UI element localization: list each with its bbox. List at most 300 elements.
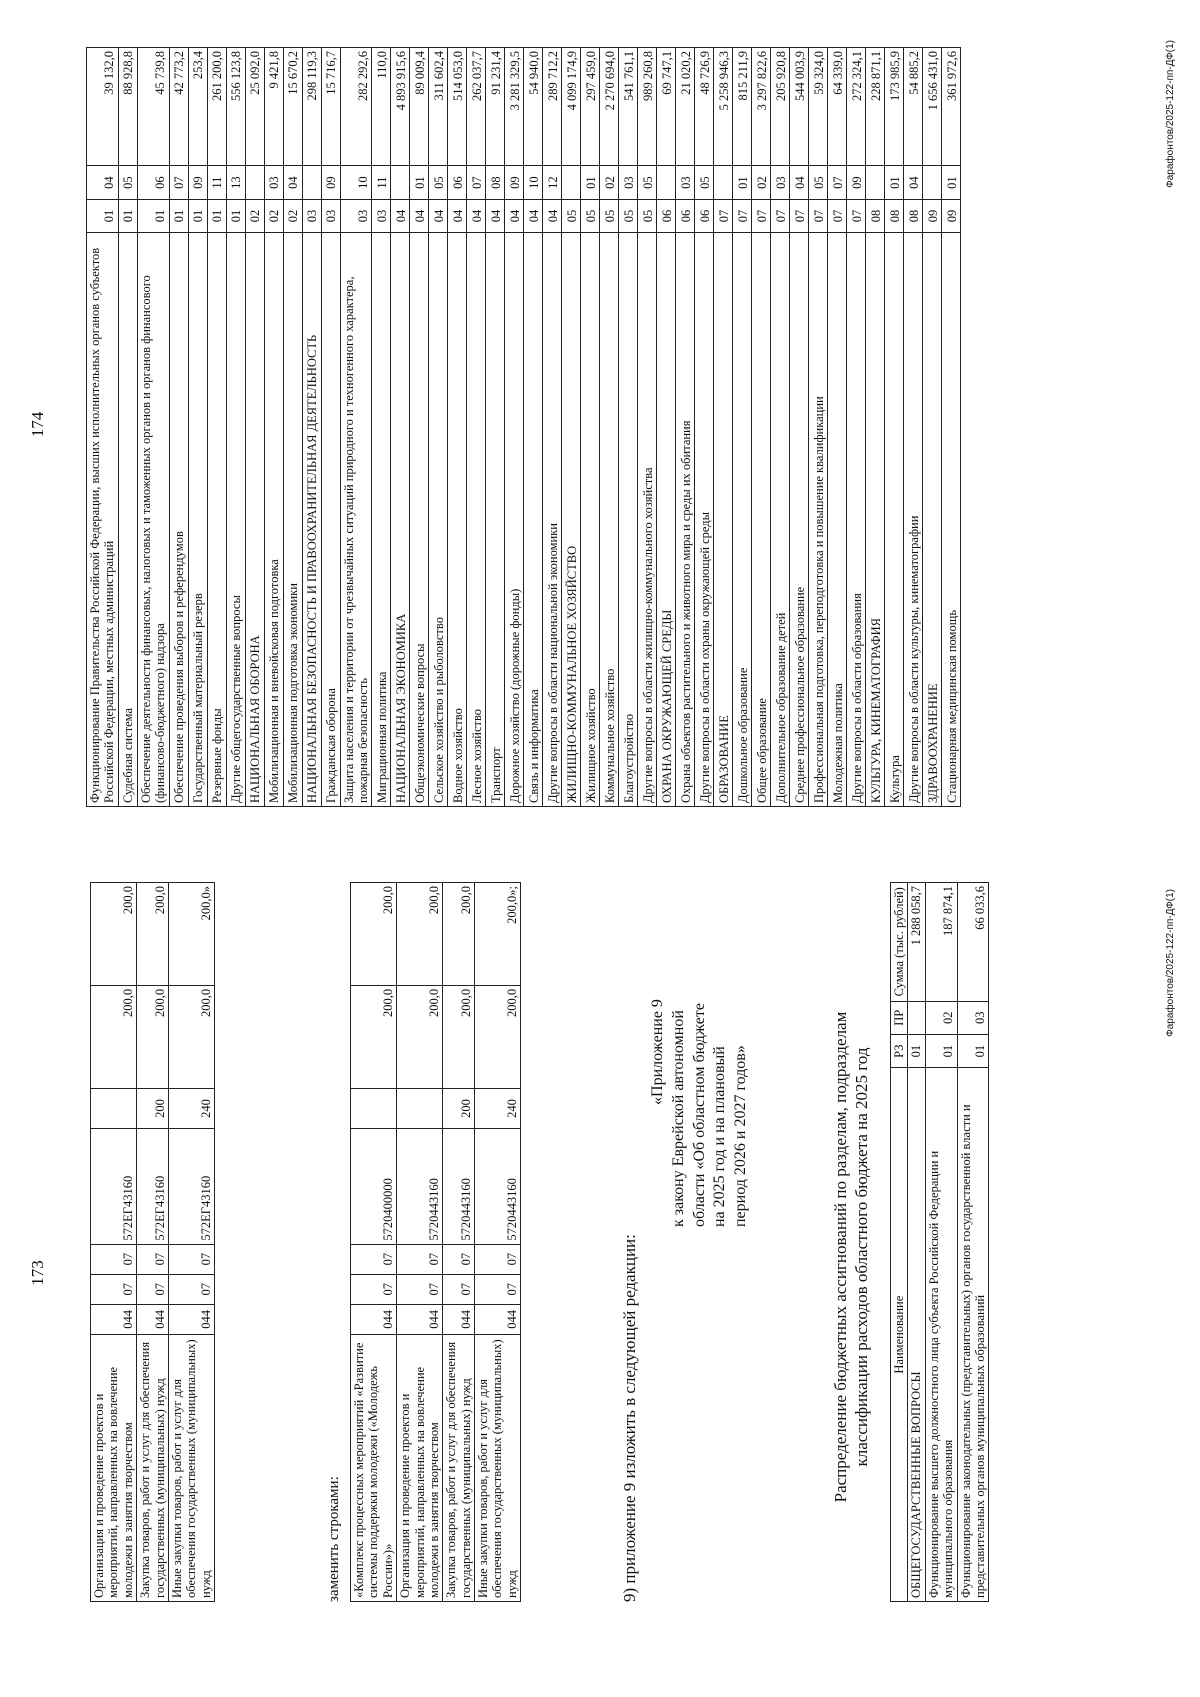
row-pr xyxy=(302,166,321,199)
table-row xyxy=(904,48,923,807)
row-rz: 01 xyxy=(137,199,169,232)
row-sum: 42 773,2 xyxy=(169,48,188,166)
row-pr: 07 xyxy=(168,1244,214,1274)
row-pr: 09 xyxy=(188,166,207,199)
row-sum: 66 033,6 xyxy=(957,883,989,1002)
table-row xyxy=(752,48,771,807)
row-pr: 04 xyxy=(87,166,119,199)
row-pr: 03 xyxy=(676,166,695,199)
row-sum: 361 972,6 xyxy=(942,48,961,166)
row-rz: 07 xyxy=(137,1274,169,1304)
row-rz: 01 xyxy=(169,199,188,232)
distribution-table-start xyxy=(890,882,989,1602)
table-row xyxy=(207,48,226,807)
replace-label: заменить строками: xyxy=(326,1476,342,1602)
row-pr: 10 xyxy=(340,166,372,199)
table-row xyxy=(372,48,391,807)
row-pr: 07 xyxy=(169,166,188,199)
table-row xyxy=(429,48,448,807)
row-name: Другие вопросы в области охраны окружающей среды xyxy=(695,233,714,807)
table-row xyxy=(505,48,524,807)
row-rz: 01 xyxy=(118,199,137,232)
row-rz: 07 xyxy=(714,199,733,232)
table-row xyxy=(695,48,714,807)
row-name: Другие вопросы в области национальной экономики xyxy=(543,233,562,807)
row-rz: 07 xyxy=(443,1274,475,1304)
row-rz: 03 xyxy=(321,199,340,232)
table-row xyxy=(475,883,521,1602)
row-sum: 282 292,6 xyxy=(340,48,372,166)
row-pr: 11 xyxy=(372,166,391,199)
appendix-9-reference xyxy=(648,877,752,1227)
row-rz: 06 xyxy=(657,199,676,232)
row-rz: 05 xyxy=(638,199,657,232)
row-value-2: 200,0» xyxy=(168,883,214,986)
row-sum: 989 260,8 xyxy=(638,48,657,166)
row-sum: 228 871,1 xyxy=(866,48,885,166)
row-pr: 05 xyxy=(638,166,657,199)
row-pr: 01 xyxy=(942,166,961,199)
row-pr: 08 xyxy=(486,166,505,199)
row-rz: 01 xyxy=(87,199,119,232)
row-name: Закупка товаров, работ и услуг для обеспечения государственных (муниципальных) нужд xyxy=(443,1334,475,1601)
row-value-2: 200,0 xyxy=(397,883,443,986)
row-pr: 06 xyxy=(448,166,467,199)
row-name: Другие общегосударственные вопросы xyxy=(226,233,245,807)
row-grbs: 044 xyxy=(351,1304,397,1334)
row-sum: 173 985,9 xyxy=(885,48,904,166)
row-sum: 1 288 058,7 xyxy=(908,883,925,1002)
row-rz: 09 xyxy=(942,199,961,232)
row-rz: 01 xyxy=(188,199,207,232)
row-pr: 12 xyxy=(543,166,562,199)
row-sum: 2 270 694,0 xyxy=(600,48,619,166)
row-name: Резервные фонды xyxy=(207,233,226,807)
header-rz: РЗ xyxy=(891,1034,908,1067)
appendix-9-instruction: 9) приложение 9 изложить в следующей редакции: xyxy=(620,1234,639,1602)
row-rz: 07 xyxy=(397,1274,443,1304)
row-name: Гражданская оборона xyxy=(321,233,340,807)
row-value-2: 200,0 xyxy=(351,883,397,986)
row-value-1: 200,0 xyxy=(137,985,169,1088)
row-name: Иные закупки товаров, работ и услуг для обеспечения государственных (муниципальных) нужд xyxy=(475,1334,521,1601)
row-pr: 04 xyxy=(904,166,923,199)
row-name: Государственный материальный резерв xyxy=(188,233,207,807)
row-rz: 04 xyxy=(543,199,562,232)
table-row xyxy=(885,48,904,807)
row-pr: 04 xyxy=(790,166,809,199)
row-sum: 514 053,0 xyxy=(448,48,467,166)
row-rz: 06 xyxy=(695,199,714,232)
row-name: Иные закупки товаров, работ и услуг для обеспечения государственных (муниципальных) нужд xyxy=(168,1334,214,1601)
row-rz: 03 xyxy=(302,199,321,232)
row-rz: 02 xyxy=(283,199,302,232)
row-pr: 04 xyxy=(283,166,302,199)
row-pr: 07 xyxy=(828,166,847,199)
row-rz: 06 xyxy=(676,199,695,232)
table-row xyxy=(443,883,475,1602)
row-sum: 4 099 174,9 xyxy=(562,48,581,166)
row-sum: 48 726,9 xyxy=(695,48,714,166)
table-row xyxy=(581,48,600,807)
row-rz: 03 xyxy=(372,199,391,232)
row-name: Профессиональная подготовка, переподготовка и повышение квалификации xyxy=(809,233,828,807)
table-row xyxy=(188,48,207,807)
row-sum: 39 132,0 xyxy=(87,48,119,166)
row-name: Общеэкономические вопросы xyxy=(410,233,429,807)
row-pr: 02 xyxy=(925,1001,957,1034)
row-pr: 13 xyxy=(226,166,245,199)
row-rz: 04 xyxy=(524,199,543,232)
table-row xyxy=(925,883,957,1602)
table-row xyxy=(638,48,657,807)
row-rz: 04 xyxy=(486,199,505,232)
appendix-ref-line: период 2026 и 2027 годов» xyxy=(732,1045,750,1227)
row-vr: 240 xyxy=(168,1088,214,1129)
row-sum: 272 324,1 xyxy=(847,48,866,166)
row-sum: 262 037,7 xyxy=(467,48,486,166)
row-sum: 9 421,8 xyxy=(264,48,283,166)
footer-code: Фарафонтов/2025-122-пп-ДФ(1) xyxy=(1165,40,1176,188)
table-row xyxy=(168,883,214,1602)
row-pr: 05 xyxy=(809,166,828,199)
table-row xyxy=(809,48,828,807)
row-pr xyxy=(923,166,942,199)
table-row xyxy=(137,883,169,1602)
row-pr: 06 xyxy=(137,166,169,199)
row-name: Миграционная политика xyxy=(372,233,391,807)
table-row xyxy=(600,48,619,807)
row-sum: 556 123,8 xyxy=(226,48,245,166)
row-pr: 03 xyxy=(264,166,283,199)
row-sum: 1 656 431,0 xyxy=(923,48,942,166)
row-name: Обеспечение проведения выборов и референдумов xyxy=(169,233,188,807)
row-pr xyxy=(391,166,410,199)
row-value-2: 200,0 xyxy=(137,883,169,986)
row-value-1: 200,0 xyxy=(168,985,214,1088)
row-pr: 01 xyxy=(733,166,752,199)
row-name: КУЛЬТУРА, КИНЕМАТОГРАФИЯ xyxy=(866,233,885,807)
row-sum: 89 009,4 xyxy=(410,48,429,166)
table-row xyxy=(847,48,866,807)
row-rz: 02 xyxy=(264,199,283,232)
row-name: ЗДРАВООХРАНЕНИЕ xyxy=(923,233,942,807)
row-name: ОБЩЕГОСУДАРСТВЕННЫЕ ВОПРОСЫ xyxy=(908,1068,925,1602)
table-row xyxy=(828,48,847,807)
row-rz: 05 xyxy=(562,199,581,232)
row-sum: 5 258 946,3 xyxy=(714,48,733,166)
row-rz: 07 xyxy=(351,1274,397,1304)
row-name: Жилищное хозяйство xyxy=(581,233,600,807)
row-sum: 21 020,2 xyxy=(676,48,695,166)
row-name: Благоустройство xyxy=(619,233,638,807)
row-name: Организация и проведение проектов и мероприятий, направленных на вовлечение молодежи в занятия творчеством xyxy=(91,1334,137,1601)
table-row xyxy=(321,48,340,807)
row-value-1: 200,0 xyxy=(443,985,475,1088)
row-grbs: 044 xyxy=(397,1304,443,1334)
row-csr: 5720400000 xyxy=(351,1129,397,1244)
row-name: Культура xyxy=(885,233,904,807)
row-pr xyxy=(908,1001,925,1034)
table-row xyxy=(87,48,119,807)
row-name: Охрана объектов растительного и животного мира и среды их обитания xyxy=(676,233,695,807)
row-pr: 07 xyxy=(467,166,486,199)
row-sum: 311 602,4 xyxy=(429,48,448,166)
row-rz: 07 xyxy=(733,199,752,232)
row-pr: 01 xyxy=(885,166,904,199)
row-sum: 64 339,0 xyxy=(828,48,847,166)
row-name: Сельское хозяйство и рыболовство xyxy=(429,233,448,807)
row-pr: 05 xyxy=(118,166,137,199)
table-row xyxy=(264,48,283,807)
row-csr: 5720443160 xyxy=(397,1129,443,1244)
row-vr xyxy=(351,1088,397,1129)
row-rz: 01 xyxy=(908,1034,925,1067)
table-row xyxy=(226,48,245,807)
appendix-ref-line: к закону Еврейской автономной xyxy=(669,1010,687,1227)
row-pr: 02 xyxy=(752,166,771,199)
row-rz: 07 xyxy=(752,199,771,232)
row-rz: 05 xyxy=(619,199,638,232)
row-value-2: 200,0»; xyxy=(475,883,521,986)
table-row xyxy=(790,48,809,807)
row-pr: 09 xyxy=(321,166,340,199)
budget-table-original xyxy=(90,882,215,1602)
row-name: Транспорт xyxy=(486,233,505,807)
table-row xyxy=(543,48,562,807)
table-row xyxy=(866,48,885,807)
table-row xyxy=(302,48,321,807)
row-name: ЖИЛИЩНО-КОММУНАЛЬНОЕ ХОЗЯЙСТВО xyxy=(562,233,581,807)
row-value-2: 200,0 xyxy=(91,883,137,986)
row-name: Функционирование высшего должностного лица субъекта Российской Федерации и муниципального образования xyxy=(925,1068,957,1602)
row-name: Другие вопросы в области культуры, кинематографии xyxy=(904,233,923,807)
table-row xyxy=(957,883,989,1602)
row-sum: 261 200,0 xyxy=(207,48,226,166)
row-pr: 05 xyxy=(429,166,448,199)
row-sum: 298 119,3 xyxy=(302,48,321,166)
row-pr xyxy=(866,166,885,199)
table-row xyxy=(467,48,486,807)
table-row xyxy=(118,48,137,807)
row-rz: 09 xyxy=(923,199,942,232)
row-pr: 03 xyxy=(619,166,638,199)
row-rz: 04 xyxy=(391,199,410,232)
table-row xyxy=(391,48,410,807)
table-row xyxy=(137,48,169,807)
row-pr: 07 xyxy=(443,1244,475,1274)
row-rz: 05 xyxy=(581,199,600,232)
row-rz: 05 xyxy=(600,199,619,232)
row-sum: 253,4 xyxy=(188,48,207,166)
row-name: Общее образование xyxy=(752,233,771,807)
row-pr xyxy=(562,166,581,199)
row-rz: 08 xyxy=(866,199,885,232)
row-value-1: 200,0 xyxy=(475,985,521,1088)
table-row xyxy=(91,883,137,1602)
row-sum: 69 747,1 xyxy=(657,48,676,166)
row-name: Стационарная медицинская помощь xyxy=(942,233,961,807)
table-row xyxy=(351,883,397,1602)
row-vr: 200 xyxy=(443,1088,475,1129)
row-sum: 289 712,2 xyxy=(543,48,562,166)
row-sum: 110,0 xyxy=(372,48,391,166)
row-csr: 572ЕГ43160 xyxy=(168,1129,214,1244)
table-row xyxy=(714,48,733,807)
row-vr xyxy=(91,1088,137,1129)
row-name: Судебная система xyxy=(118,233,137,807)
row-name: Водное хозяйство xyxy=(448,233,467,807)
row-sum: 15 716,7 xyxy=(321,48,340,166)
table-row xyxy=(486,48,505,807)
row-name: НАЦИОНАЛЬНАЯ ОБОРОНА xyxy=(245,233,264,807)
row-csr: 572ЕГ43160 xyxy=(137,1129,169,1244)
row-rz: 07 xyxy=(847,199,866,232)
row-name: Дошкольное образование xyxy=(733,233,752,807)
row-rz: 04 xyxy=(410,199,429,232)
row-rz: 07 xyxy=(91,1274,137,1304)
row-csr: 5720443160 xyxy=(475,1129,521,1244)
row-sum: 91 231,4 xyxy=(486,48,505,166)
row-vr: 200 xyxy=(137,1088,169,1129)
table-row xyxy=(676,48,695,807)
row-pr: 07 xyxy=(137,1244,169,1274)
row-pr xyxy=(657,166,676,199)
row-pr: 02 xyxy=(600,166,619,199)
row-csr: 5720443160 xyxy=(443,1129,475,1244)
table-row xyxy=(410,48,429,807)
table-row xyxy=(923,48,942,807)
row-name: Дорожное хозяйство (дорожные фонды) xyxy=(505,233,524,807)
row-name: Среднее профессиональное образование xyxy=(790,233,809,807)
table-row xyxy=(771,48,790,807)
appendix-ref-line: области «Об областном бюджете xyxy=(690,1003,708,1227)
row-rz: 08 xyxy=(885,199,904,232)
table-row xyxy=(657,48,676,807)
table-row xyxy=(245,48,264,807)
row-value-1: 200,0 xyxy=(397,985,443,1088)
row-rz: 07 xyxy=(475,1274,521,1304)
row-name: Мобилизационная подготовка экономики xyxy=(283,233,302,807)
row-vr xyxy=(397,1088,443,1129)
row-pr: 09 xyxy=(505,166,524,199)
row-rz: 07 xyxy=(771,199,790,232)
table-row xyxy=(733,48,752,807)
row-name: Дополнительное образование детей xyxy=(771,233,790,807)
page-number: 173 xyxy=(28,1260,47,1286)
row-rz: 07 xyxy=(828,199,847,232)
row-sum: 541 761,1 xyxy=(619,48,638,166)
row-pr xyxy=(245,166,264,199)
row-name: Функционирование Правительства Российской Федерации, высших исполнительных органов субъектов Российской Федерации, местных администраций xyxy=(87,233,119,807)
row-grbs: 044 xyxy=(475,1304,521,1334)
row-sum: 4 893 915,6 xyxy=(391,48,410,166)
row-sum: 45 739,8 xyxy=(137,48,169,166)
row-sum: 297 459,0 xyxy=(581,48,600,166)
row-rz: 07 xyxy=(809,199,828,232)
row-rz: 07 xyxy=(168,1274,214,1304)
row-value-2: 200,0 xyxy=(443,883,475,986)
row-rz: 01 xyxy=(957,1034,989,1067)
row-rz: 04 xyxy=(467,199,486,232)
appendix-ref-line: «Приложение 9 xyxy=(649,999,666,1105)
row-sum: 205 920,8 xyxy=(771,48,790,166)
row-sum: 187 874,1 xyxy=(925,883,957,1002)
row-name: Защита населения и территории от чрезвычайных ситуаций природного и техногенного характера, пожарная безопасность xyxy=(340,233,372,807)
row-rz: 01 xyxy=(226,199,245,232)
row-pr: 01 xyxy=(581,166,600,199)
row-pr: 03 xyxy=(771,166,790,199)
row-name: НАЦИОНАЛЬНАЯ БЕЗОПАСНОСТЬ И ПРАВООХРАНИТЕЛЬНАЯ ДЕЯТЕЛЬНОСТЬ xyxy=(302,233,321,807)
row-sum: 544 003,9 xyxy=(790,48,809,166)
page-number: 174 xyxy=(28,411,47,438)
budget-table-replacement xyxy=(350,882,521,1602)
row-name: Обеспечение деятельности финансовых, налоговых и таможенных органов и органов финансового (финансово-бюджетного) надзора xyxy=(137,233,169,807)
row-grbs: 044 xyxy=(91,1304,137,1334)
row-name: Коммунальное хозяйство xyxy=(600,233,619,807)
row-name: Функционирование законодательных (представительных) органов государственной власти и представительных органов муниципальных образований xyxy=(957,1068,989,1602)
row-rz: 01 xyxy=(207,199,226,232)
table-row xyxy=(397,883,443,1602)
table-row xyxy=(562,48,581,807)
row-value-1: 200,0 xyxy=(91,985,137,1088)
row-pr: 11 xyxy=(207,166,226,199)
row-pr: 09 xyxy=(847,166,866,199)
table-row xyxy=(283,48,302,807)
row-pr: 07 xyxy=(351,1244,397,1274)
row-sum: 59 324,0 xyxy=(809,48,828,166)
header-pr: ПР xyxy=(891,1001,908,1034)
row-csr: 572ЕГ43160 xyxy=(91,1129,137,1244)
row-sum: 815 211,9 xyxy=(733,48,752,166)
distribution-title: Распределение бюджетных ассигнований по разделам, подразделам классификации расходов областного бюджета на 2025 год xyxy=(831,1011,872,1503)
row-sum: 3 297 822,6 xyxy=(752,48,771,166)
footer-code: Фарафонтов/2025-122-пп-ДФ(1) xyxy=(1165,889,1176,1037)
header-name: Наименование xyxy=(891,1068,908,1602)
row-pr: 07 xyxy=(91,1244,137,1274)
row-pr: 10 xyxy=(524,166,543,199)
row-name: ОХРАНА ОКРУЖАЮЩЕЙ СРЕДЫ xyxy=(657,233,676,807)
table-row xyxy=(524,48,543,807)
row-name: Лесное хозяйство xyxy=(467,233,486,807)
row-pr: 07 xyxy=(397,1244,443,1274)
appendix-ref-line: на 2025 год и на плановый xyxy=(711,1046,729,1227)
row-name: ОБРАЗОВАНИЕ xyxy=(714,233,733,807)
row-pr xyxy=(714,166,733,199)
page-173 xyxy=(0,849,1200,1697)
row-value-1: 200,0 xyxy=(351,985,397,1088)
row-rz: 04 xyxy=(505,199,524,232)
row-grbs: 044 xyxy=(168,1304,214,1334)
row-rz: 07 xyxy=(790,199,809,232)
table-row xyxy=(448,48,467,807)
row-grbs: 044 xyxy=(443,1304,475,1334)
row-name: Мобилизационная и вневойсковая подготовка xyxy=(264,233,283,807)
row-sum: 54 885,2 xyxy=(904,48,923,166)
row-sum: 3 281 329,5 xyxy=(505,48,524,166)
row-grbs: 044 xyxy=(137,1304,169,1334)
distribution-table-continued xyxy=(86,47,961,807)
row-rz: 02 xyxy=(245,199,264,232)
header-sum: Сумма (тыс. рублей) xyxy=(891,883,908,1002)
row-rz: 08 xyxy=(904,199,923,232)
row-name: Закупка товаров, работ и услуг для обеспечения государственных (муниципальных) нужд xyxy=(137,1334,169,1601)
table-row xyxy=(908,883,925,1602)
row-pr: 01 xyxy=(410,166,429,199)
row-name: Организация и проведение проектов и мероприятий, направленных на вовлечение молодежи в занятия творчеством xyxy=(397,1334,443,1601)
table-row xyxy=(169,48,188,807)
row-rz: 04 xyxy=(448,199,467,232)
